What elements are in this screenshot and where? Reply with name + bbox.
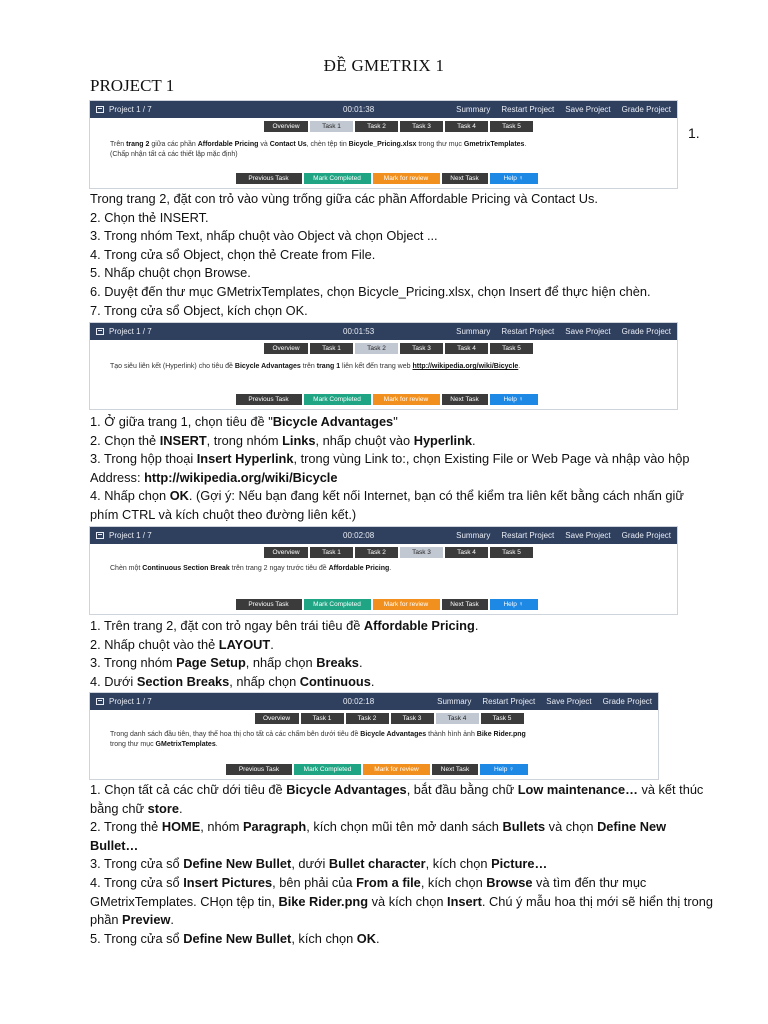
step-part: , kích chọn [291,930,357,946]
mark-completed-button[interactable]: Mark Completed [304,173,371,184]
task-text-part: . [215,741,218,748]
grade-project-link[interactable]: Grade Project [621,327,671,336]
task-text-part: trong thư mục [110,741,156,748]
step-bold: Low maintenance… [517,782,638,797]
step-bold: Define New Bullet [183,856,292,872]
side-number: 1. [688,125,700,141]
step-bold: Define New Bullet [183,930,292,946]
next-task-button[interactable]: Next Task [442,394,488,405]
step-part: 2. Chọn thẻ [90,432,160,448]
grade-project-link[interactable]: Grade Project [602,697,652,706]
task-description [110,140,677,160]
gmetrix-panel-1 [89,100,678,189]
task-text-part: và [258,141,270,148]
step-text [90,450,715,487]
task-text-bold: trang 1 [316,363,341,370]
task-description [110,564,677,574]
step-bold: Hyperlink [413,432,473,448]
restart-project-link[interactable]: Restart Project [482,697,536,706]
step-part: 1. Ở giữa trang 1, chọn tiêu đề " [90,414,273,429]
step-text [90,855,715,874]
step-text [90,636,715,655]
tab-task-5[interactable]: Task 5 [490,121,533,132]
step-part: , trong nhóm [206,432,283,448]
step-part: , bên phải của [272,874,357,890]
task-text-bold: Affordable Pricing [197,141,259,148]
task-text-part: Chèn một [110,565,143,572]
step-text: 6. Duyệt đến thư mục GMetrixTemplates, chọn Bicycle_Pricing.xlsx, chọn Insert để thực hiện chèn. [90,283,651,299]
task-text-bold: GMetrixTemplates [155,741,216,748]
mark-review-button[interactable]: Mark for review [363,764,430,775]
panel-menu [437,697,652,706]
tab-task-3[interactable]: Task 3 [400,121,443,132]
window-icon [96,328,104,335]
project-label-text: Project 1 / 7 [109,697,152,706]
instructions-1 [90,190,715,320]
tab-task-4[interactable]: Task 4 [445,547,488,558]
step-bold: From a file [356,874,421,890]
previous-task-button[interactable]: Previous Task [236,173,302,184]
restart-project-link[interactable]: Restart Project [501,531,555,540]
step-bold: Bullets [502,819,546,835]
task-tabs [120,713,658,724]
tab-task-4[interactable]: Task 4 [445,343,488,354]
step-part: 3. Trong hộp thoại [90,451,197,467]
step-text [90,818,715,855]
mark-completed-button[interactable]: Mark Completed [304,599,371,610]
step-part: , nhấp chuột vào [315,432,414,448]
task-link-text: http://wikipedia.org/wiki/Bicycle [412,363,519,370]
step-part: . [358,655,363,671]
step-text [90,487,715,524]
tab-overview[interactable]: Overview [264,121,308,132]
timer: 00:01:53 [343,327,375,336]
step-bold: Bullet character [328,856,426,872]
instructions-3 [90,617,715,691]
step-text: 3. Trong nhóm Text, nhấp chuột vào Object và chọn Object ... [90,228,438,244]
step-part: 3. Trong nhóm [90,655,177,671]
action-buttons [96,394,677,405]
step-part: 4. Trong cửa sổ [90,874,184,890]
step-part: và tìm đến thư mục GMetrixTemplates. CHọn tệp tin, [90,874,647,909]
task-text-bold: Bicycle Advantages [234,363,301,370]
project-label[interactable] [96,105,152,114]
action-buttons [96,599,677,610]
step-text: 2. Chọn thẻ INSERT. [90,209,209,225]
tab-task-4[interactable]: Task 4 [445,121,488,132]
save-project-link[interactable]: Save Project [565,531,611,540]
step-part: . Chú ý mẫu hoa thị mới sẽ hiển thị trong phần [90,893,713,928]
step-part: , kích chọn [425,856,492,872]
step-part: , nhấp chọn [229,673,300,689]
panel-top-bar [90,527,677,544]
task-text-bold: GmetrixTemplates [463,141,525,148]
help-button[interactable]: Help ♀ [490,394,538,405]
project-label-text: Project 1 / 7 [109,531,152,540]
previous-task-button[interactable]: Previous Task [236,394,302,405]
project-label[interactable] [96,531,152,540]
step-bold: HOME [161,819,201,835]
step-part: 3. Trong cửa sổ [90,856,184,872]
step-bold: Browse [486,874,533,890]
step-part: , kích chọn [420,874,487,890]
save-project-link[interactable]: Save Project [546,697,592,706]
step-bold: LAYOUT [218,636,271,652]
step-text: Trong trang 2, đặt con trỏ vào vùng trống giữa các phần Affordable Pricing và Contact Us. [90,191,598,206]
tab-task-2[interactable]: Task 2 [355,343,398,354]
step-bold: Bike Rider.png [278,893,369,909]
gmetrix-panel-2 [89,322,678,410]
step-part: 2. Trong thẻ [90,819,162,835]
next-task-button[interactable]: Next Task [442,173,488,184]
window-icon [96,532,104,539]
tab-overview[interactable]: Overview [264,547,308,558]
task-text-part: . [524,141,527,148]
task-text-part: trên [300,363,317,370]
project-label-text: Project 1 / 7 [109,327,152,336]
task-description [110,362,677,372]
step-part: . [270,636,274,652]
task-text-note: (Chấp nhận tất cả các thiết lập mặc định) [110,151,238,158]
task-text-part: trong thư mục [416,141,464,148]
step-bold: Continuous [299,673,371,689]
summary-link[interactable]: Summary [456,105,491,114]
summary-link[interactable]: Summary [456,531,491,540]
panel-menu [456,531,671,540]
task-text-part: thành hình ảnh [426,731,477,738]
project-label[interactable] [96,697,152,706]
task-text-bold: Bicycle_Pricing.xlsx [348,141,417,148]
task-description [110,730,658,750]
help-button[interactable]: Help ♀ [480,764,528,775]
step-bold: Page Setup [176,655,246,671]
step-part: . [375,930,380,946]
task-tabs [120,343,677,354]
step-part: , nhóm [200,819,243,835]
next-task-button[interactable]: Next Task [432,764,478,775]
action-buttons [96,173,677,184]
step-part: . [370,673,375,689]
step-part: 1. Chọn tất cả các chữ dới tiêu đề [90,782,287,797]
panel-top-bar [90,323,677,340]
panel-top-bar [90,101,677,118]
tab-task-5[interactable]: Task 5 [490,547,533,558]
window-icon [96,106,104,113]
step-part: , dưới [291,856,329,872]
timer: 00:02:08 [343,531,375,540]
step-bold: http://wikipedia.org/wiki/Bicycle [144,469,338,485]
instructions-2 [90,413,715,525]
task-text-part: giữa các phần [149,141,198,148]
step-part: " [393,414,398,429]
task-text-bold: trang 2 [126,141,150,148]
step-part: 1. Trên trang 2, đặt con trỏ ngay bên trái tiêu đề [90,618,364,633]
summary-link[interactable]: Summary [456,327,491,336]
tab-overview[interactable]: Overview [264,343,308,354]
step-bold: Affordable Pricing [363,618,475,633]
step-text [90,781,715,818]
help-button[interactable]: Help ♀ [490,599,538,610]
panel-menu [456,105,671,114]
task-text-part: . [389,565,392,572]
window-icon [96,698,104,705]
task-text-bold: Bicycle Advantages [360,731,427,738]
save-project-link[interactable]: Save Project [565,105,611,114]
tab-task-5[interactable]: Task 5 [490,343,533,354]
step-bold: Bicycle Advantages [272,414,394,429]
task-tabs [120,547,677,558]
step-part: . [474,618,479,633]
tab-overview[interactable]: Overview [255,713,299,724]
instructions-4 [90,781,715,948]
step-text [90,930,715,949]
step-bold: Insert Hyperlink [196,451,294,467]
step-bold: OK [169,488,189,504]
panel-menu [456,327,671,336]
next-task-button[interactable]: Next Task [442,599,488,610]
previous-task-button[interactable]: Previous Task [236,599,302,610]
task-text-bold: Affordable Pricing [328,565,390,572]
grade-project-link[interactable]: Grade Project [621,105,671,114]
tab-task-1[interactable]: Task 1 [301,713,344,724]
step-part: . [472,432,476,448]
timer: 00:01:38 [343,105,375,114]
step-text [90,413,715,432]
tab-task-1[interactable]: Task 1 [310,547,353,558]
step-bold: store [147,800,179,816]
help-button[interactable]: Help ♀ [490,173,538,184]
step-bold: Section Breaks [136,673,230,689]
step-bold: Links [282,432,316,448]
step-bold: Breaks [316,655,359,671]
step-part: , trong vùng Link to:, chọn Existing File or Web Page và nhập vào hộp Address: [90,451,690,485]
step-part: 4. Dưới [90,673,137,689]
tab-task-2[interactable]: Task 2 [346,713,389,724]
tab-task-1[interactable]: Task 1 [310,121,353,132]
step-bold: Define New Bullet… [90,819,667,853]
step-bold: Paragraph [242,819,307,835]
mark-completed-button[interactable]: Mark Completed [304,394,371,405]
step-text: 5. Nhấp chuột chọn Browse. [90,265,251,281]
step-bold: Picture… [491,856,548,872]
step-text [90,617,715,636]
restart-project-link[interactable]: Restart Project [501,105,555,114]
step-text: 7. Trong cửa sổ Object, kích chọn OK. [90,302,308,318]
summary-link[interactable]: Summary [437,697,472,706]
step-part: và kích chọn [368,893,448,909]
task-text-part: Trong danh sách đầu tiên, thay thế hoa thị cho tất cả các chấm bên dưới tiêu đề [110,731,361,738]
task-text-bold: Contact Us [269,141,307,148]
step-part: và kết thúc bằng chữ [90,782,704,816]
step-bold: Insert [447,893,482,909]
step-bold: Preview [122,912,171,928]
task-text-bold: Continuous Section Break [142,565,230,572]
tab-task-1[interactable]: Task 1 [310,343,353,354]
mark-review-button[interactable]: Mark for review [373,394,440,405]
step-part: 2. Nhấp chuột vào thẻ [90,636,219,652]
task-tabs [120,121,677,132]
restart-project-link[interactable]: Restart Project [501,327,555,336]
task-text-part: trên trang 2 ngay trước tiêu đề [229,565,329,572]
task-text-part: Trên [110,141,127,148]
step-part: 5. Trong cửa sổ [90,930,184,946]
step-text [90,874,715,930]
task-text-part: , chèn tệp tin [306,141,349,148]
project-label[interactable] [96,327,152,336]
gmetrix-panel-3 [89,526,678,615]
tab-task-5[interactable]: Task 5 [481,713,524,724]
step-text [90,432,715,451]
gmetrix-panel-4 [89,692,659,780]
step-part: , bắt đầu bằng chữ [406,782,518,797]
mark-completed-button[interactable]: Mark Completed [294,764,361,775]
task-text-part: Tạo siêu liên kết (Hyperlink) cho tiêu đề [110,363,235,370]
step-part: . (Gợi ý: Nếu bạn đang kết nối Internet, bạn có thể kiểm tra liên kết bằng cách nhấn giữ phím CTRL và kích chuột theo đường liên kết.) [90,488,684,522]
task-text-part: liên kết đến trang web [340,363,413,370]
grade-project-link[interactable]: Grade Project [621,531,671,540]
tab-task-4[interactable]: Task 4 [436,713,479,724]
project-heading: PROJECT 1 [90,76,175,95]
step-part: và chọn [545,819,598,835]
task-text-bold: Bike Rider.png [476,731,526,738]
step-text [90,673,715,692]
step-bold: OK [356,930,376,946]
step-part: , kích chọn mũi tên mở danh sách [306,819,503,835]
step-text [90,654,715,673]
tab-task-3[interactable]: Task 3 [400,547,443,558]
timer: 00:02:18 [343,697,375,706]
step-text: 4. Trong cửa sổ Object, chọn thẻ Create from File. [90,246,376,262]
document-title: ĐỀ GMETRIX 1 [323,56,445,75]
step-part: . [170,912,174,928]
tab-task-3[interactable]: Task 3 [400,343,443,354]
mark-review-button[interactable]: Mark for review [373,173,440,184]
step-part: , nhấp chọn [245,655,317,671]
step-part: . [178,800,183,816]
panel-top-bar [90,693,658,710]
step-bold: Bicycle Advantages [286,782,407,797]
project-label-text: Project 1 / 7 [109,105,152,114]
step-part: 4. Nhấp chọn [90,488,170,504]
action-buttons [96,764,658,775]
previous-task-button[interactable]: Previous Task [226,764,292,775]
save-project-link[interactable]: Save Project [565,327,611,336]
tab-task-2[interactable]: Task 2 [355,121,398,132]
tab-task-3[interactable]: Task 3 [391,713,434,724]
tab-task-2[interactable]: Task 2 [355,547,398,558]
mark-review-button[interactable]: Mark for review [373,599,440,610]
step-bold: Insert Pictures [183,874,273,890]
task-text-part: . [518,363,521,370]
step-bold: INSERT [159,432,207,448]
